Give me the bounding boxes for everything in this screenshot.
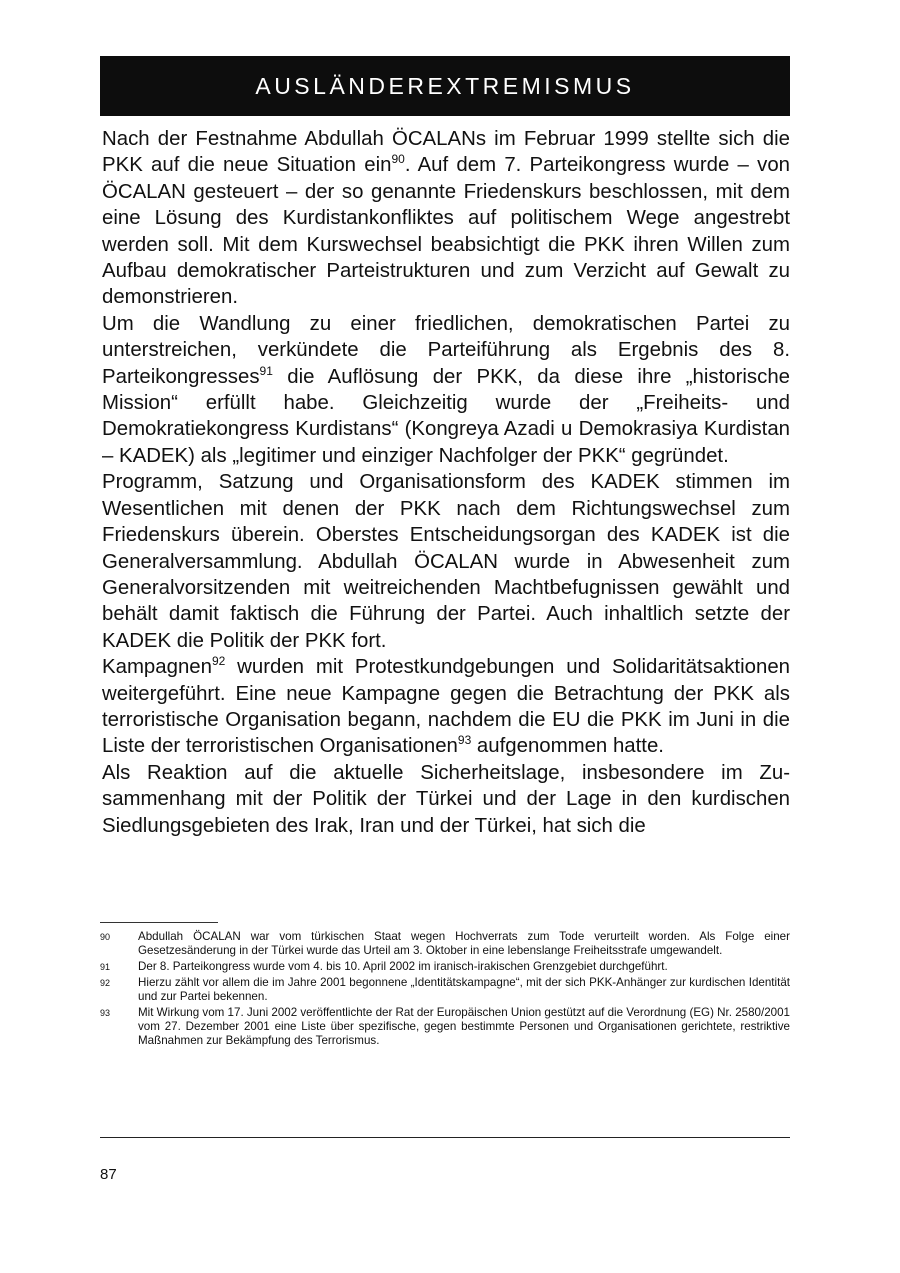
footnote-ref-91: 91 bbox=[259, 363, 273, 378]
footnote-text: Abdullah ÖCALAN war vom türkischen Staat wegen Hochverrats zum Tode verurteilt worden. Als Folge einer Gesetzesänderung in der Türkei wurde das Urteil am 3. Oktober in eine lebenslange Freiheitsstrafe umgewandelt. bbox=[138, 930, 790, 957]
footnote-number: 90 bbox=[100, 932, 111, 942]
body-text bbox=[102, 126, 790, 839]
footnote-91 bbox=[100, 960, 790, 974]
paragraph-3: Programm, Satzung und Organisationsform des KADEK stimmen im Wesentlichen mit denen der PKK nach dem Richtungswechsel zum Friedenskurs überein. Oberstes Entscheidungsorgan des KADEK ist die Generalversammlung. Abdullah ÖCALAN wurde in Abwesenheit zum Generalvorsitzenden mit weitreichenden Machtbefugnissen gewählt und behält damit faktisch die Führung der Partei. Auch inhaltlich setzte der KADEK die Politik der PKK fort. bbox=[102, 471, 790, 652]
footnotes bbox=[100, 930, 790, 1050]
footnote-text: Hierzu zählt vor allem die im Jahre 2001 begonnene „Identitätskampagne“, mit der sich PKK-Anhänger zur kurdischen Identität und zur Partei bekennen. bbox=[138, 976, 790, 1003]
footnote-ref-90: 90 bbox=[391, 152, 405, 167]
footnote-number: 93 bbox=[100, 1008, 111, 1018]
page-number: 87 bbox=[100, 1166, 117, 1183]
footnote-text: Mit Wirkung vom 17. Juni 2002 veröffentlichte der Rat der Europäischen Union gestützt auf die Verordnung (EG) Nr. 2580/2001 vom 27. Dezember 2001 eine Liste über spezifische, gegen bestimmte Personen und Organisationen gerichtete, restriktive Maßnahmen zur Bekämpfung des Terrorismus. bbox=[138, 1006, 790, 1047]
footnote-separator bbox=[100, 922, 218, 923]
footnote-90 bbox=[100, 930, 790, 958]
footnote-number: 92 bbox=[100, 978, 111, 988]
footnote-92 bbox=[100, 976, 790, 1004]
footer-rule bbox=[100, 1137, 790, 1138]
paragraph-2: Um die Wandlung zu einer friedlichen, demokratischen Partei zu unterstreichen, verkündete die Parteiführung als Ergebnis des 8. Parteikongresses$^{91}$ die Auflösung der PKK, da diese ihre „historische Mission“ erfüllt habe. Gleichzeitig wurde der „Freiheits- und Demokratiekongress Kurdistans“ (Kongreya Azadi u Demokrasiya Kurdistan – KADEK) als „legitimer und einziger Nachfolger der PKK“ gegründet. bbox=[102, 312, 790, 467]
footnote-text: Der 8. Parteikongress wurde vom 4. bis 10. April 2002 im iranisch-irakischen Grenzgebiet durchgeführt. bbox=[138, 960, 668, 973]
paragraph-4: Kampagnen$^{92}$ wurden mit Protestkundgebungen und Solidaritätsaktionen weitergeführt. Eine neue Kampagne gegen die Betrachtung der PKK als terroristische Organisation begann, nachdem die EU die PKK im Juni in die Liste der terroristischen Organisationen$^{93}$ aufgenommen hatte. bbox=[102, 654, 790, 758]
footnote-number: 91 bbox=[100, 962, 111, 972]
footnote-ref-92: 92 bbox=[211, 654, 226, 669]
footnote-ref-93: 93 bbox=[457, 733, 472, 748]
paragraph-5: Als Reaktion auf die aktuelle Sicherheitslage, insbesondere im Zusammenhang mit der Politik der Türkei und der Lage in den kurdischen Siedlungsgebieten des Irak, Iran und der Türkei, hat sich die bbox=[102, 761, 790, 837]
section-title: AUSLÄNDEREXTREMISMUS bbox=[255, 72, 635, 99]
section-header bbox=[100, 56, 790, 116]
paragraph-1: Nach der Festnahme Abdullah ÖCALANs im Februar 1999 stellte sich die PKK auf die neue Situation ein$^{90}$. Auf dem 7. Parteikongress wurde – von ÖCALAN gesteuert – der so genannte Friedenskurs beschlossen, mit dem eine Lösung des Kurdistankonfliktes auf politischem Wege angestrebt werden soll. Mit dem Kurswechsel beabsichtigt die PKK ihren Willen zum Aufbau demokratischer Parteistrukturen und zum Verzicht auf Gewalt zu demonstrieren. bbox=[102, 128, 791, 309]
footnote-93 bbox=[100, 1006, 790, 1048]
